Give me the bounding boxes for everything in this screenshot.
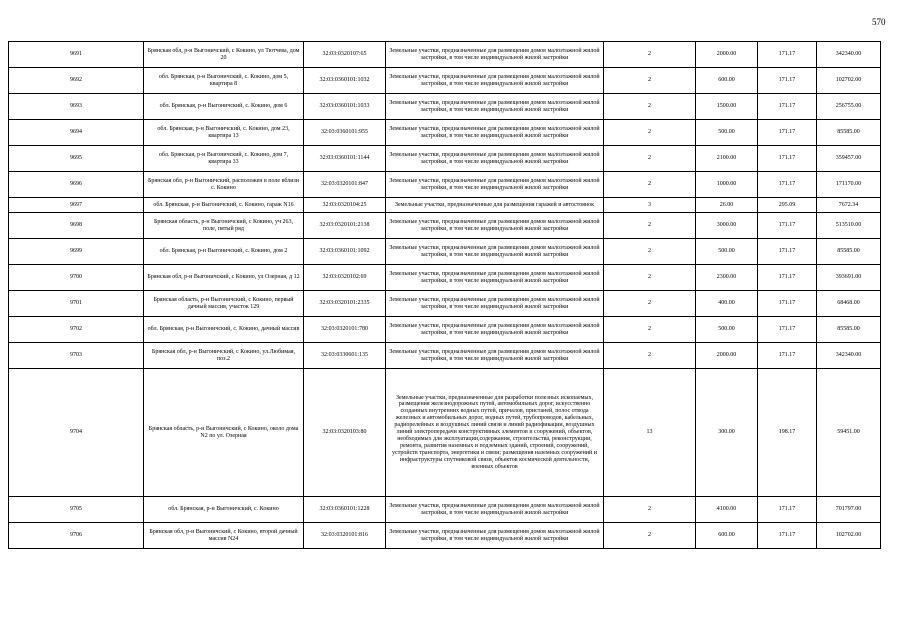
cell-use: Земельные участки, предназначенные для размещения домов малоэтажной жилой застройки, в том числе индивидуальной жилой застройки — [386, 265, 604, 291]
cell-rate: 171.17 — [758, 146, 817, 172]
cell-use: Земельные участки, предназначенные для размещения домов малоэтажной жилой застройки, в том числе индивидуальной жилой застройки — [386, 120, 604, 146]
cell-cadastral: 32:03:0320101:847 — [304, 172, 386, 198]
table-row — [9, 198, 881, 213]
cell-total: 256755.00 — [817, 94, 881, 120]
table-row — [9, 146, 881, 172]
cell-area: 1000.00 — [696, 172, 758, 198]
cell-group: 2 — [604, 68, 696, 94]
cell-rate: 171.17 — [758, 68, 817, 94]
cell-num: 9697 — [9, 198, 144, 213]
table-row — [9, 369, 881, 497]
cell-num: 9691 — [9, 42, 144, 68]
page-number: 570 — [872, 17, 886, 27]
cell-group: 2 — [604, 146, 696, 172]
cell-total: 59451.00 — [817, 369, 881, 497]
cell-rate: 171.17 — [758, 120, 817, 146]
cell-rate: 171.17 — [758, 343, 817, 369]
cell-area: 4100.00 — [696, 497, 758, 523]
cell-cadastral: 32:03:0320102:69 — [304, 265, 386, 291]
cell-total: 68468.00 — [817, 291, 881, 317]
cell-total: 342340.00 — [817, 343, 881, 369]
cell-address: обл. Брянская, р-н Выгоничский, с. Кокино, дачный массив — [144, 317, 304, 343]
cell-use: Земельные участки, предназначенные для размещения домов малоэтажной жилой застройки, в том числе индивидуальной жилой застройки — [386, 523, 604, 549]
cell-rate: 171.17 — [758, 213, 817, 239]
cell-area: 26.00 — [696, 198, 758, 213]
table-row — [9, 523, 881, 549]
table-row — [9, 172, 881, 198]
cell-use: Земельные участки, предназначенные для размещения домов малоэтажной жилой застройки, в том числе индивидуальной жилой застройки — [386, 68, 604, 94]
cell-num: 9694 — [9, 120, 144, 146]
cell-area: 500.00 — [696, 120, 758, 146]
cell-area: 600.00 — [696, 68, 758, 94]
cell-total: 102702.00 — [817, 523, 881, 549]
cell-area: 500.00 — [696, 239, 758, 265]
cell-area: 600.00 — [696, 523, 758, 549]
cell-area: 2100.00 — [696, 146, 758, 172]
cell-group: 2 — [604, 172, 696, 198]
cell-group: 2 — [604, 497, 696, 523]
cell-num: 9699 — [9, 239, 144, 265]
cell-group: 2 — [604, 42, 696, 68]
cell-address: обл. Брянская, р-н Выгоничский, с. Кокино, дом 2 — [144, 239, 304, 265]
cell-rate: 198.17 — [758, 369, 817, 497]
cell-group: 2 — [604, 265, 696, 291]
cell-num: 9696 — [9, 172, 144, 198]
cell-group: 2 — [604, 523, 696, 549]
cell-use: Земельные участки, предназначенные для размещения домов малоэтажной жилой застройки, в том числе индивидуальной жилой застройки — [386, 291, 604, 317]
cell-address: Брянская область, р-н Выгоничский, с Кокино, около дома N2 по ул. Озерная — [144, 369, 304, 497]
cell-num: 9698 — [9, 213, 144, 239]
cell-group: 2 — [604, 317, 696, 343]
table-row — [9, 68, 881, 94]
cell-num: 9693 — [9, 94, 144, 120]
table-row — [9, 317, 881, 343]
cell-total: 85585.00 — [817, 317, 881, 343]
cell-rate: 171.17 — [758, 497, 817, 523]
cell-address: Брянская обл, р-н Выгоничский, расположен в поле вблизи с. Кокино — [144, 172, 304, 198]
cell-use: Земельные участки, предназначенные для размещения домов малоэтажной жилой застройки, в том числе индивидуальной жилой застройки — [386, 172, 604, 198]
cell-num: 9695 — [9, 146, 144, 172]
table-row — [9, 497, 881, 523]
cell-total: 513510.00 — [817, 213, 881, 239]
cell-use: Земельные участки, предназначенные для размещения домов малоэтажной жилой застройки, в том числе индивидуальной жилой застройки — [386, 317, 604, 343]
cell-num: 9702 — [9, 317, 144, 343]
cell-total: 171170.00 — [817, 172, 881, 198]
cell-use: Земельные участки, предназначенные для размещения домов малоэтажной жилой застройки, в том числе индивидуальной жилой застройки — [386, 239, 604, 265]
cell-use: Земельные участки, предназначенные для размещения домов малоэтажной жилой застройки, в том числе индивидуальной жилой застройки — [386, 497, 604, 523]
cell-num: 9704 — [9, 369, 144, 497]
cell-cadastral: 32:03:0320101:780 — [304, 317, 386, 343]
cell-cadastral: 32:03:0320107:65 — [304, 42, 386, 68]
cell-num: 9706 — [9, 523, 144, 549]
cell-address: обл. Брянская, р-н Выгоничский, с. Кокино, дом 6 — [144, 94, 304, 120]
cell-use: Земельные участки, предназначенные для размещения домов малоэтажной жилой застройки, в том числе индивидуальной жилой застройки — [386, 343, 604, 369]
cell-cadastral: 32:03:0360101:1033 — [304, 94, 386, 120]
cell-cadastral: 32:03:0360101:1092 — [304, 239, 386, 265]
cell-cadastral: 32:03:0320101:2138 — [304, 213, 386, 239]
cell-address: обл. Брянская, р-н Выгоничский, с. Кокино, гараж N16 — [144, 198, 304, 213]
cell-address: обл. Брянская, р-н Выгоничский, с. Кокино, дом 5, квартира 8 — [144, 68, 304, 94]
cell-group: 3 — [604, 198, 696, 213]
cell-area: 500.00 — [696, 317, 758, 343]
table-row — [9, 94, 881, 120]
cell-rate: 295.09 — [758, 198, 817, 213]
cell-num: 9705 — [9, 497, 144, 523]
cell-rate: 171.17 — [758, 94, 817, 120]
table-row — [9, 213, 881, 239]
cell-cadastral: 32:03:0360101:1144 — [304, 146, 386, 172]
cell-area: 2300.00 — [696, 265, 758, 291]
cell-group: 2 — [604, 239, 696, 265]
cell-address: Брянская обл, р-н Выгоничский, с Кокино, ул Озерная, д 12 — [144, 265, 304, 291]
cell-cadastral: 32:03:0360101:1228 — [304, 497, 386, 523]
cell-area: 400.00 — [696, 291, 758, 317]
cell-rate: 171.17 — [758, 42, 817, 68]
cell-total: 393691.00 — [817, 265, 881, 291]
cell-num: 9692 — [9, 68, 144, 94]
table-row — [9, 42, 881, 68]
cell-address: обл. Брянская, р-н Выгоничский, с. Кокино, дом 23, квартира 13 — [144, 120, 304, 146]
cell-address: обл. Брянская, р-н Выгоничский, с. Кокино, дом 7, квартира 33 — [144, 146, 304, 172]
cell-cadastral: 32:03:0360101:955 — [304, 120, 386, 146]
cell-total: 85585.00 — [817, 120, 881, 146]
cell-num: 9703 — [9, 343, 144, 369]
cell-area: 1500.00 — [696, 94, 758, 120]
land-registry-table — [8, 41, 881, 549]
cell-cadastral: 32:03:0330601:135 — [304, 343, 386, 369]
cell-rate: 171.17 — [758, 239, 817, 265]
cell-address: Брянская область, р-н Выгоничский, с Кокино, уч 263, поле, пятый ряд — [144, 213, 304, 239]
cell-address: Брянская обл, р-н Выгоничский, с Кокино, ул Тютчева, дом 20 — [144, 42, 304, 68]
cell-address: Брянская обл, р-н Выгоничский, с Кокино, ул.Любимая, поз.2 — [144, 343, 304, 369]
cell-area: 2000.00 — [696, 343, 758, 369]
cell-cadastral: 32:03:0320101:816 — [304, 523, 386, 549]
cell-use: Земельные участки, предназначенные для размещения домов малоэтажной жилой застройки, в том числе индивидуальной жилой застройки — [386, 94, 604, 120]
cell-area: 2000.00 — [696, 42, 758, 68]
cell-rate: 171.17 — [758, 172, 817, 198]
table-row — [9, 291, 881, 317]
cell-total: 102702.00 — [817, 68, 881, 94]
table-row — [9, 120, 881, 146]
cell-total: 701797.00 — [817, 497, 881, 523]
cell-rate: 171.17 — [758, 265, 817, 291]
cell-group: 2 — [604, 213, 696, 239]
cell-num: 9701 — [9, 291, 144, 317]
cell-use: Земельные участки, предназначенные для размещения домов малоэтажной жилой застройки, в том числе индивидуальной жилой застройки — [386, 42, 604, 68]
cell-cadastral: 32:03:0320103:80 — [304, 369, 386, 497]
cell-address: Брянская область, р-н Выгоничский, с Кокино, первый дачный массив, участок 129 — [144, 291, 304, 317]
cell-total: 85585.00 — [817, 239, 881, 265]
cell-group: 2 — [604, 291, 696, 317]
cell-group: 2 — [604, 343, 696, 369]
cell-address: обл. Брянская, р-н Выгоничский, с. Кокино — [144, 497, 304, 523]
cell-area: 3000.00 — [696, 213, 758, 239]
cell-rate: 171.17 — [758, 523, 817, 549]
table-row — [9, 239, 881, 265]
cell-group: 2 — [604, 94, 696, 120]
cell-address: Брянская обл, р-н Выгоничский, с Кокино, второй дачный массив N24 — [144, 523, 304, 549]
cell-use: Земельные участки, предназначенные для размещения гаражей и автостоянок — [386, 198, 604, 213]
table-row — [9, 343, 881, 369]
cell-cadastral: 32:03:0320104:25 — [304, 198, 386, 213]
cell-use: Земельные участки, предназначенные для размещения домов малоэтажной жилой застройки, в том числе индивидуальной жилой застройки — [386, 146, 604, 172]
cell-num: 9700 — [9, 265, 144, 291]
cell-total: 342340.00 — [817, 42, 881, 68]
cell-total: 359457.00 — [817, 146, 881, 172]
cell-use: Земельные участки, предназначенные для размещения домов малоэтажной жилой застройки, в том числе индивидуальной жилой застройки — [386, 213, 604, 239]
cell-area: 300.00 — [696, 369, 758, 497]
cell-use: Земельные участки, предназначенные для разработки полезных ископаемых, размещения железнодорожных путей, автомобильных дорог, искусственно созданных внутренних водных путей, причалов, пристаней, полос отвода железных и автомобильных дорог, водных путей, трубопроводов, кабельных, радиорелейных и воздушных линий связи и линий радиофикации, воздушных линий электропередачи конструктивных элементов и сооружений, объектов, необходимых для эксплуатации,содержания, строительства, реконструкции, ремонта, развития наземных и подземных зданий, строений, сооружений, устройств транспорта, энергетики и связи; размещения наземных сооружений и инфраструктуры спутниковой связи, объектов космической деятельности, военных объектов — [386, 369, 604, 497]
cell-group: 2 — [604, 120, 696, 146]
cell-rate: 171.17 — [758, 317, 817, 343]
cell-cadastral: 32:03:0320101:2335 — [304, 291, 386, 317]
table-row — [9, 265, 881, 291]
cell-group: 13 — [604, 369, 696, 497]
cell-cadastral: 32:03:0360101:1032 — [304, 68, 386, 94]
cell-rate: 171.17 — [758, 291, 817, 317]
cell-total: 7672.34 — [817, 198, 881, 213]
